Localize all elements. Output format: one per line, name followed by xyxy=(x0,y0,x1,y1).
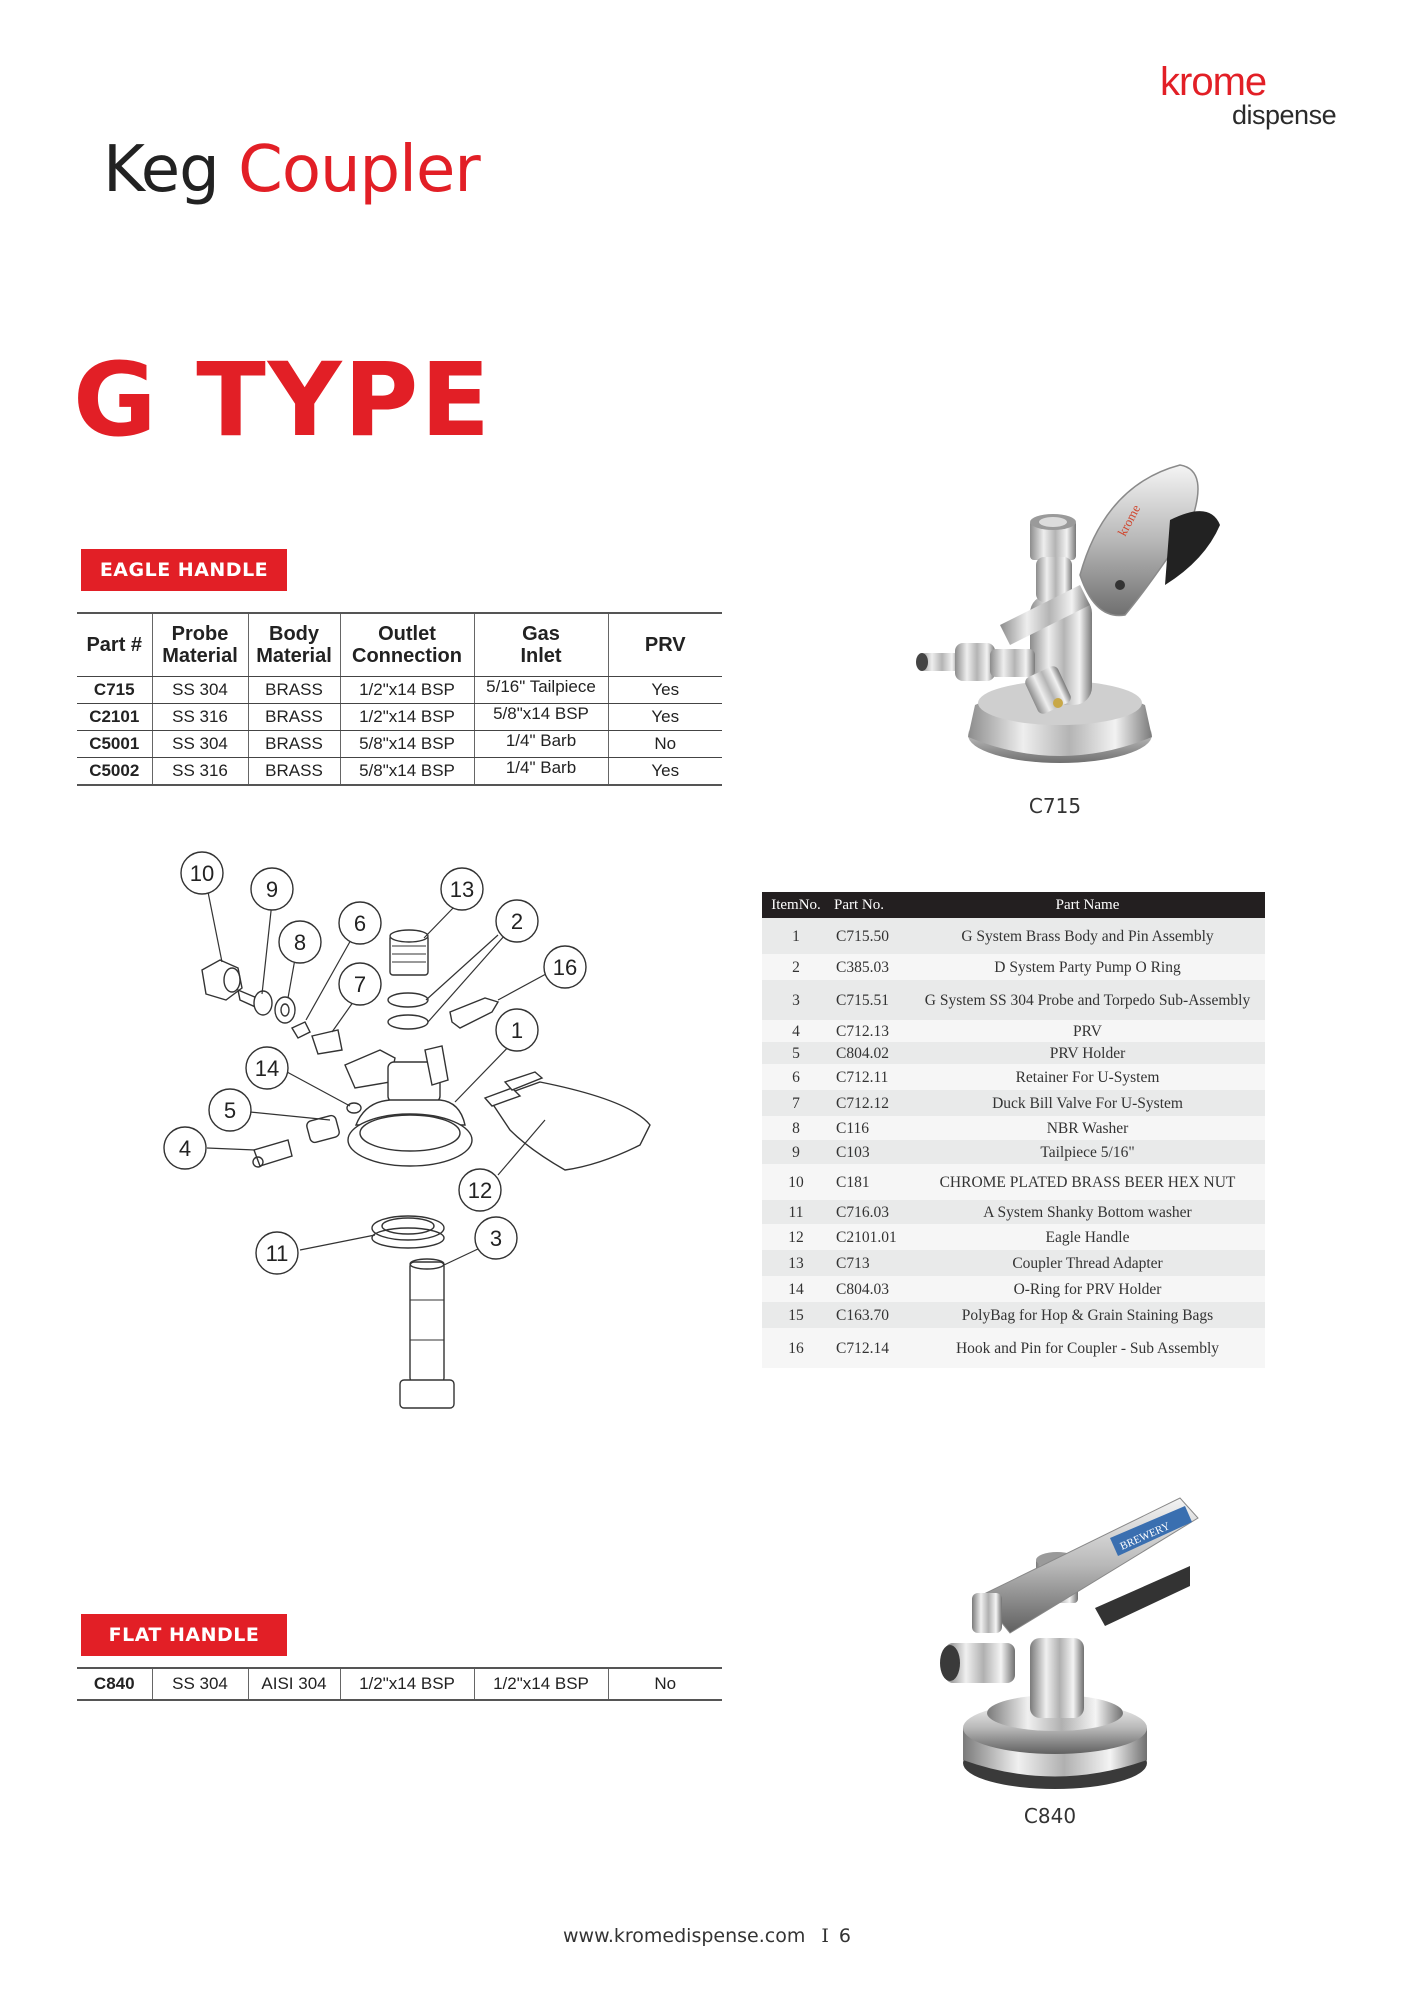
cell-prv: No xyxy=(608,731,722,758)
eagle-spec-table xyxy=(77,612,722,786)
callout-11 xyxy=(256,1232,298,1274)
table-row xyxy=(762,1250,1265,1276)
cell-part-no: C712.14 xyxy=(830,1328,910,1368)
cell-part-no: C712.11 xyxy=(830,1064,910,1090)
cell-part-name: NBR Washer xyxy=(910,1116,1265,1140)
cell-probe: SS 316 xyxy=(152,704,248,731)
table-row xyxy=(762,980,1265,1020)
table-row xyxy=(77,758,722,786)
cell-item-no: 6 xyxy=(762,1064,830,1090)
cell-item-no: 12 xyxy=(762,1224,830,1250)
svg-text:6: 6 xyxy=(353,911,367,936)
callout-9 xyxy=(251,868,293,910)
callout-2 xyxy=(496,900,538,942)
cell-part-name: Coupler Thread Adapter xyxy=(910,1250,1265,1276)
cell-body: BRASS xyxy=(248,731,340,758)
cell-part-name: CHROME PLATED BRASS BEER HEX NUT xyxy=(910,1164,1265,1200)
title-word-keg: Keg xyxy=(103,133,219,207)
svg-text:11: 11 xyxy=(265,1241,289,1266)
cell-part-name: Retainer For U-System xyxy=(910,1064,1265,1090)
table-row xyxy=(762,1090,1265,1116)
cell-part: C2101 xyxy=(77,704,152,731)
table-row xyxy=(77,731,722,758)
cell-probe: SS 304 xyxy=(152,677,248,704)
cell-part-no: C804.02 xyxy=(830,1042,910,1064)
page-footer xyxy=(0,1925,1414,1947)
cell-part-no: C715.50 xyxy=(830,918,910,954)
cell-item-no: 16 xyxy=(762,1328,830,1368)
table-row xyxy=(762,918,1265,954)
svg-text:12: 12 xyxy=(467,1178,493,1203)
cell-part-name: G System Brass Body and Pin Assembly xyxy=(910,918,1265,954)
cell-item-no: 7 xyxy=(762,1090,830,1116)
cell-prv: Yes xyxy=(608,704,722,731)
table-row xyxy=(762,1200,1265,1224)
cell-part-name: A System Shanky Bottom washer xyxy=(910,1200,1265,1224)
table-row xyxy=(77,677,722,704)
table-row xyxy=(762,1140,1265,1164)
type-heading: G TYPE xyxy=(73,341,493,460)
callout-4 xyxy=(164,1127,206,1169)
eagle-handle-badge: EAGLE HANDLE xyxy=(81,549,287,591)
cell-item-no: 3 xyxy=(762,980,830,1020)
exploded-parts-diagram xyxy=(160,850,660,1450)
svg-text:5: 5 xyxy=(223,1098,237,1123)
footer-website-link[interactable]: www.kromedispense.com xyxy=(562,1925,806,1947)
flat-coupler-illustration xyxy=(900,1478,1220,1798)
cell-gas: 1/4" Barb xyxy=(474,758,608,786)
cell-part-name: Duck Bill Valve For U-System xyxy=(910,1090,1265,1116)
callout-8 xyxy=(279,921,321,963)
callout-13 xyxy=(441,868,483,910)
cell-part-name: G System SS 304 Probe and Torpedo Sub-Assembly xyxy=(910,980,1265,1020)
cell-part: C840 xyxy=(77,1668,152,1700)
cell-gas: 5/16" Tailpiece xyxy=(474,677,608,704)
page-number: 6 xyxy=(838,1925,852,1947)
cell-outlet: 1/2"x14 BSP xyxy=(340,1668,474,1700)
page-title xyxy=(103,130,480,210)
brand-logo xyxy=(1160,62,1340,132)
table-row xyxy=(762,1328,1265,1368)
cell-item-no: 2 xyxy=(762,954,830,980)
cell-part-name: Hook and Pin for Coupler - Sub Assembly xyxy=(910,1328,1265,1368)
cell-body: BRASS xyxy=(248,677,340,704)
eagle-coupler-illustration xyxy=(890,445,1220,790)
cell-probe: SS 316 xyxy=(152,758,248,786)
col-header-prv: PRV xyxy=(608,613,722,677)
cell-part-name: PRV Holder xyxy=(910,1042,1265,1064)
cell-part-no: C116 xyxy=(830,1116,910,1140)
table-row xyxy=(77,704,722,731)
cell-item-no: 9 xyxy=(762,1140,830,1164)
cell-gas: 1/2"x14 BSP xyxy=(474,1668,608,1700)
cell-part-no: C163.70 xyxy=(830,1302,910,1328)
cell-prv: Yes xyxy=(608,677,722,704)
handle-print: BREWERY xyxy=(1118,1520,1172,1553)
cell-body: BRASS xyxy=(248,704,340,731)
svg-text:1: 1 xyxy=(510,1018,524,1043)
callout-6 xyxy=(339,902,381,944)
cell-part-name: PRV xyxy=(910,1020,1265,1042)
col-header-gas: Gas Inlet xyxy=(474,613,608,677)
cell-item-no: 15 xyxy=(762,1302,830,1328)
cell-gas: 5/8"x14 BSP xyxy=(474,704,608,731)
svg-text:4: 4 xyxy=(178,1136,192,1161)
table-row xyxy=(762,1224,1265,1250)
table-row xyxy=(762,1164,1265,1200)
table-row xyxy=(762,1276,1265,1302)
table-row xyxy=(77,1668,722,1700)
cell-part-no: C712.13 xyxy=(830,1020,910,1042)
title-word-coupler: Coupler xyxy=(238,133,480,207)
flat-spec-table xyxy=(77,1667,722,1701)
c840-caption: C840 xyxy=(1023,1804,1077,1828)
logo-word: krome xyxy=(1160,60,1267,104)
col-header-body: Body Material xyxy=(248,613,340,677)
cell-part-no: C103 xyxy=(830,1140,910,1164)
c715-caption: C715 xyxy=(1028,794,1082,818)
handle-print: krome xyxy=(1114,502,1144,539)
cell-body: BRASS xyxy=(248,758,340,786)
table-row xyxy=(762,1020,1265,1042)
cell-part-no: C2101.01 xyxy=(830,1224,910,1250)
cell-item-no: 8 xyxy=(762,1116,830,1140)
cell-part-no: C713 xyxy=(830,1250,910,1276)
table-row xyxy=(762,1064,1265,1090)
cell-item-no: 5 xyxy=(762,1042,830,1064)
cell-part-no: C712.12 xyxy=(830,1090,910,1116)
cell-item-no: 1 xyxy=(762,918,830,954)
footer-separator: I xyxy=(821,1925,829,1947)
cell-outlet: 1/2"x14 BSP xyxy=(340,677,474,704)
cell-part-no: C181 xyxy=(830,1164,910,1200)
parts-list-table xyxy=(762,892,1265,1368)
callout-3 xyxy=(475,1217,517,1259)
cell-prv: Yes xyxy=(651,761,680,780)
logo-subword: dispense xyxy=(1232,100,1337,130)
cell-item-no: 4 xyxy=(762,1020,830,1042)
svg-text:13: 13 xyxy=(449,877,475,902)
cell-item-no: 14 xyxy=(762,1276,830,1302)
cell-part: C5001 xyxy=(77,731,152,758)
cell-part-name: O-Ring for PRV Holder xyxy=(910,1276,1265,1302)
table-row xyxy=(762,1116,1265,1140)
coupler-body xyxy=(1030,1638,1084,1718)
c840-product-image xyxy=(900,1478,1220,1798)
callout-16 xyxy=(544,946,586,988)
col-header-part-name: Part Name xyxy=(910,892,1265,918)
cell-item-no: 13 xyxy=(762,1250,830,1276)
cell-part-name: Eagle Handle xyxy=(910,1224,1265,1250)
col-header-part: Part # xyxy=(77,613,152,677)
callout-12 xyxy=(459,1169,501,1211)
flat-handle-badge: FLAT HANDLE xyxy=(81,1614,287,1656)
callout-14 xyxy=(246,1047,288,1089)
svg-text:9: 9 xyxy=(265,877,279,902)
diagram-parts xyxy=(202,930,650,1408)
cell-part-no: C804.03 xyxy=(830,1276,910,1302)
svg-text:14: 14 xyxy=(254,1056,280,1081)
col-header-outlet: Outlet Connection xyxy=(340,613,474,677)
svg-text:7: 7 xyxy=(353,972,367,997)
spec-header-row xyxy=(77,613,722,677)
cell-part: C5002 xyxy=(77,758,152,786)
parts-header-row xyxy=(762,892,1265,918)
cell-outlet: 5/8"x14 BSP xyxy=(340,758,474,786)
cell-outlet: 5/8"x14 BSP xyxy=(340,731,474,758)
callout-7 xyxy=(339,963,381,1005)
callout-1 xyxy=(496,1009,538,1051)
callout-5 xyxy=(209,1089,251,1131)
cell-probe: SS 304 xyxy=(152,1668,248,1700)
col-header-item-no: ItemNo. xyxy=(762,892,830,918)
svg-text:10: 10 xyxy=(189,861,215,886)
cell-gas: 1/4" Barb xyxy=(474,731,608,758)
cell-prv: No xyxy=(654,1674,677,1693)
cell-item-no: 10 xyxy=(762,1164,830,1200)
cell-part: C715 xyxy=(77,677,152,704)
col-header-probe: Probe Material xyxy=(152,613,248,677)
cell-body: AISI 304 xyxy=(248,1668,340,1700)
svg-text:16: 16 xyxy=(552,955,578,980)
col-header-part-no: Part No. xyxy=(830,892,910,918)
cell-item-no: 11 xyxy=(762,1200,830,1224)
cell-probe: SS 304 xyxy=(152,731,248,758)
svg-text:2: 2 xyxy=(510,909,524,934)
c715-product-image xyxy=(890,445,1220,790)
svg-text:3: 3 xyxy=(489,1226,503,1251)
cell-outlet: 1/2"x14 BSP xyxy=(340,704,474,731)
table-row xyxy=(762,954,1265,980)
cell-part-name: Tailpiece 5/16" xyxy=(910,1140,1265,1164)
cell-part-name: PolyBag for Hop & Grain Staining Bags xyxy=(910,1302,1265,1328)
table-row xyxy=(762,1302,1265,1328)
cell-part-no: C716.03 xyxy=(830,1200,910,1224)
callout-10 xyxy=(181,852,223,894)
cell-part-no: C715.51 xyxy=(830,980,910,1020)
table-row xyxy=(762,1042,1265,1064)
svg-text:8: 8 xyxy=(293,930,307,955)
cell-part-name: D System Party Pump O Ring xyxy=(910,954,1265,980)
cell-part-no: C385.03 xyxy=(830,954,910,980)
